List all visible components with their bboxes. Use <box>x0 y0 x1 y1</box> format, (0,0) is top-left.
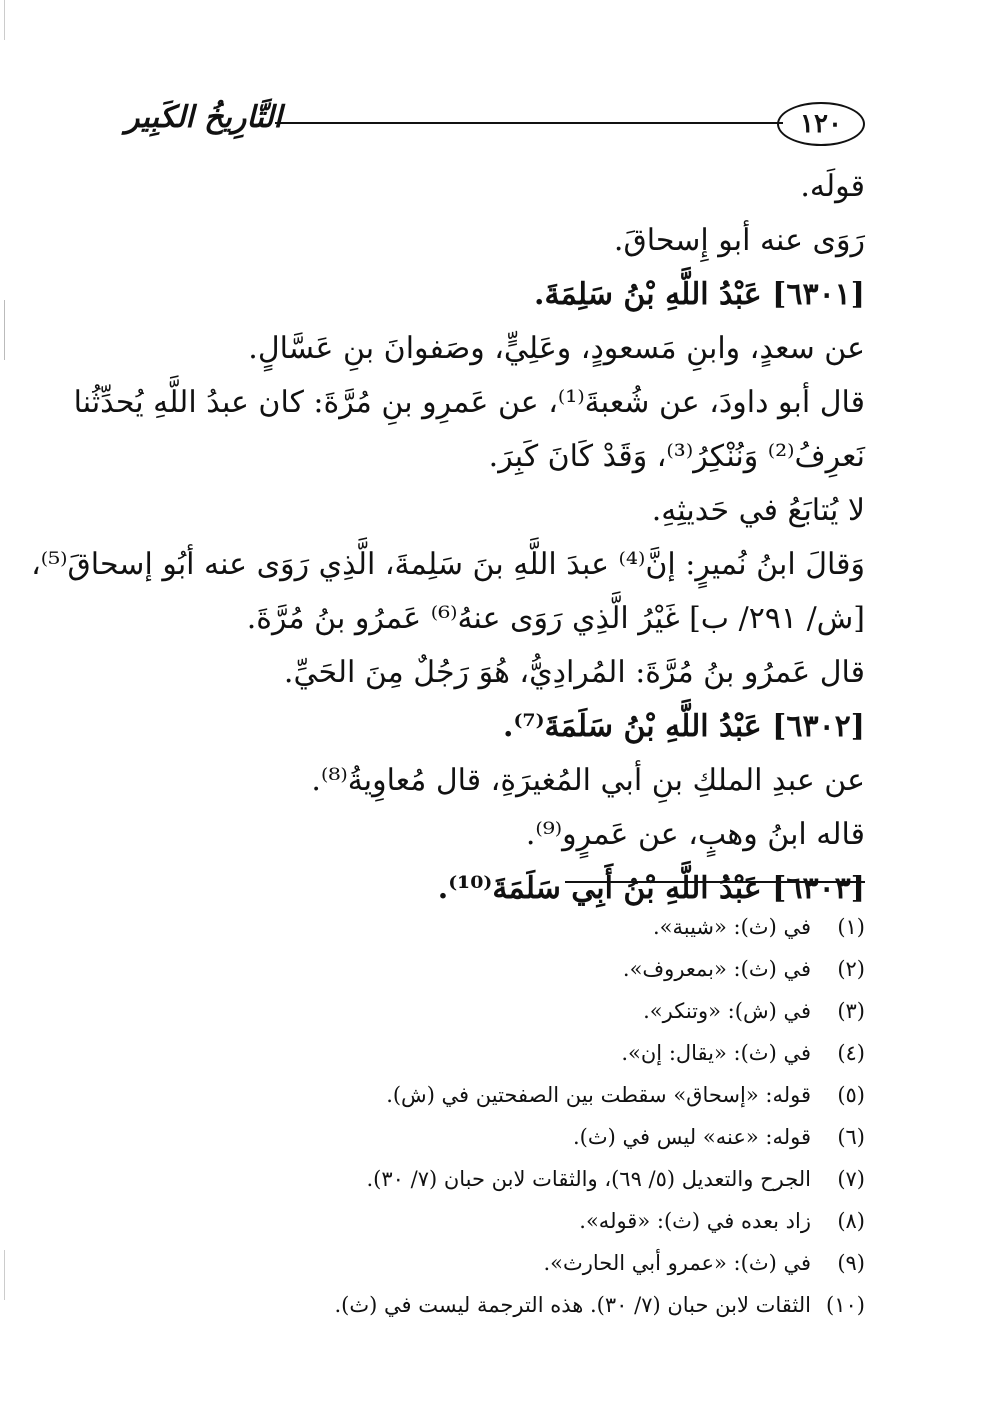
text-line: لا يُتابَعُ في حَديثِهِ. <box>651 493 865 528</box>
footnote-number: (١) <box>837 915 865 939</box>
text-line: عن سعدٍ، وابنِ مَسعودٍ، وعَلِيٍّ، وصَفوانَ بنِ عَسَّالٍ. <box>248 331 865 366</box>
footnote-number: (٢) <box>837 957 865 981</box>
header-rule <box>275 122 783 124</box>
entry-heading: [٦٣٠١] عَبْدُ اللَّهِ بْنُ سَلِمَةَ. <box>534 277 865 312</box>
footnote-number: (٥) <box>837 1083 865 1107</box>
footnote-text: في (ث): «يقال: إن». <box>621 1041 811 1065</box>
text-line: نَعرِفُ⁽²⁾ وَنُنْكِرُ⁽³⁾، وَقَدْ كَانَ كَبِرَ. <box>488 439 865 474</box>
footnote-number: (٩) <box>837 1251 865 1275</box>
footnote-text: الجرح والتعديل (٥/ ٦٩)، والثقات لابن حبان (٧/ ٣٠). <box>366 1167 811 1191</box>
entry-heading: [٦٣٠٣] عَبْدُ اللَّهِ بْنُ أَبِي سَلَمَةَ⁽¹⁰⁾. <box>437 871 865 906</box>
footnote-text: في (ث): «عمرو أبي الحارث». <box>543 1251 811 1275</box>
footnote-number: (٨) <box>837 1209 865 1233</box>
scan-edge-mark <box>4 0 5 1417</box>
footnote-number: (٦) <box>837 1125 865 1149</box>
footnote-number: (٤) <box>837 1041 865 1065</box>
text-line: رَوَى عنه أبو إِسحاقَ. <box>613 223 865 258</box>
footnote <box>105 1242 865 1284</box>
text-line: وَقالَ ابنُ نُميرٍ: إنَّ⁽⁴⁾ عبدَ اللَّهِ بنَ سَلِمةَ، الَّذِي رَوَى عنه أبُو إسحاقَ⁽⁵⁾، <box>31 547 865 582</box>
page-number: ١٢٠ <box>777 102 865 146</box>
entry-heading: [٦٣٠٢] عَبْدُ اللَّهِ بْنُ سَلَمَةَ⁽⁷⁾. <box>503 709 865 744</box>
footnote-text: الثقات لابن حبان (٧/ ٣٠). هذه الترجمة ليست في (ث). <box>334 1293 811 1317</box>
page-header <box>125 102 865 148</box>
book-title: التَّارِيخُ الكَبِير <box>125 100 283 135</box>
text-line: عن عبدِ الملكِ بنِ أبي المُغيرَةِ، قال مُعاوِيةُ⁽⁸⁾. <box>311 763 865 798</box>
text-line: قولَه. <box>800 169 865 204</box>
footnote <box>105 990 865 1032</box>
text-line: [ش/ ٢٩١/ ب] غَيْرُ الَّذِي رَوَى عنهُ⁽⁶⁾ عَمرُو بنُ مُرَّةَ. <box>246 601 865 636</box>
footnote <box>105 1032 865 1074</box>
footnote <box>105 1158 865 1200</box>
footnote <box>105 948 865 990</box>
main-text <box>31 160 865 916</box>
footnote-text: في (ث): «شيبة». <box>652 915 811 939</box>
footnote <box>105 906 865 948</box>
text-line: قال عَمرُو بنُ مُرَّةَ: المُرادِيُّ، هُوَ رَجُلٌ مِنَ الحَيِّ. <box>283 655 865 690</box>
footnote <box>105 1074 865 1116</box>
footnote-text: قوله: «إسحاق» سقطت بين الصفحتين في (ش). <box>386 1083 811 1107</box>
footnote-text: قوله: «عنه» ليس في (ث). <box>572 1125 811 1149</box>
footnote <box>105 1284 865 1326</box>
footnote-text: في (ث): «بمعروف». <box>622 957 811 981</box>
footnote-number: (١٠) <box>826 1293 865 1317</box>
text-line: قاله ابنُ وهبٍ، عن عَمرٍو⁽⁹⁾. <box>525 817 865 852</box>
text-line: قال أبو داودَ، عن شُعبةَ⁽¹⁾، عن عَمرِو بنِ مُرَّةَ: كان عبدُ اللَّهِ يُحدِّثُنا <box>73 385 865 420</box>
footnotes <box>105 906 865 1326</box>
footnote-rule <box>565 881 865 883</box>
footnote-number: (٣) <box>837 999 865 1023</box>
footnote-text: زاد بعده في (ث): «قوله». <box>579 1209 811 1233</box>
footnote <box>105 1116 865 1158</box>
footnote <box>105 1200 865 1242</box>
footnote-number: (٧) <box>837 1167 865 1191</box>
footnote-text: في (ش): «وتنكر». <box>643 999 811 1023</box>
